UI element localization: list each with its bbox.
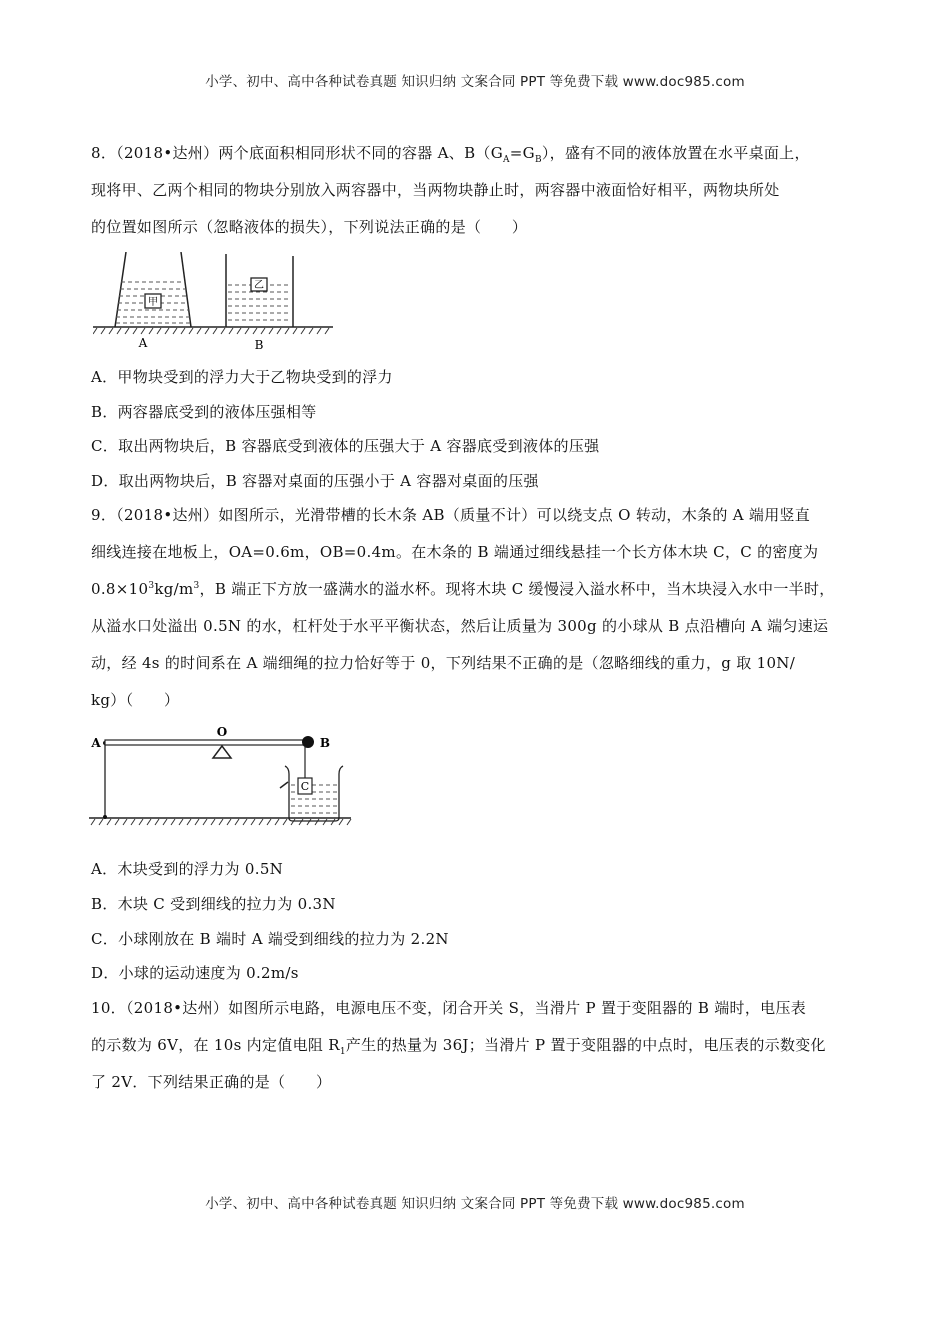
q9-stem-text: 0.8×10 (91, 580, 149, 598)
q9-stem-text: ，B 端正下方放一盛满水的溢水杯。现将木块 C 缓慢浸入溢水杯中，当木块浸入水中一半时， (199, 580, 835, 598)
q9-option-c: C．小球刚放在 B 端时 A 端受到细线的拉力为 2.2N (91, 930, 449, 948)
q8-option-b: B．两容器底受到的液体压强相等 (91, 403, 317, 421)
q9-lever-figure (89, 718, 359, 828)
subscript-a: A (502, 155, 510, 165)
subscript-1: 1 (339, 1047, 346, 1057)
q9-stem-line-2: 细线连接在地板上，OA=0.6m，OB=0.4m。在木条的 B 端通过细线悬挂一个长方体木块 C，C 的密度为 (91, 543, 819, 561)
q10-stem-text: 产生的热量为 36J；当滑片 P 置于变阻器的中点时，电压表的示数变化 (345, 1036, 826, 1054)
q8-option-c: C．取出两物块后，B 容器底受到液体的压强大于 A 容器底受到液体的压强 (91, 437, 600, 455)
q8-stem-text: ），盛有不同的液体放置在水平桌面上， (541, 144, 810, 162)
q8-stem-line-1 (91, 142, 810, 165)
container-a (115, 252, 191, 350)
q8-containers-figure (93, 252, 343, 352)
subscript-b: B (534, 155, 542, 165)
svg-text:B: B (319, 736, 331, 750)
q8-option-d: D．取出两物块后，B 容器对桌面的压强小于 A 容器对桌面的压强 (91, 472, 539, 490)
q9-option-b: B．木块 C 受到细线的拉力为 0.3N (91, 895, 336, 913)
q9-stem-line-1: 9．（2018•达州）如图所示，光滑带槽的长木条 AB（质量不计）可以绕支点 O 转动，木条的 A 端用竖直 (91, 506, 811, 524)
svg-text:乙: 乙 (254, 280, 264, 291)
q10-stem-line-3: 了 2V．下列结果正确的是（ ） (91, 1073, 332, 1091)
container-b (226, 254, 293, 352)
svg-text:A: A (138, 336, 148, 350)
superscript-3: 3 (193, 581, 200, 591)
q8-stem-line-2: 现将甲、乙两个相同的物块分别放入两容器中，当两物块静止时，两容器中液面恰好相平，两物块所处 (91, 181, 780, 199)
q9-option-a: A．木块受到的浮力为 0.5N (91, 860, 284, 878)
q9-stem-line-6: kg）（ ） (91, 691, 180, 709)
q9-stem-line-4: 从溢水口处溢出 0.5N 的水，杠杆处于水平平衡状态，然后让质量为 300g 的小球从 B 点沿槽向 A 端匀速运 (91, 617, 829, 635)
svg-text:甲: 甲 (148, 297, 158, 308)
q9-stem-line-5: 动，经 4s 的时间系在 A 端细绳的拉力恰好等于 0，下列结果不正确的是（忽略细线的重力，g 取 10N/ (91, 654, 796, 672)
q8-stem-line-3: 的位置如图所示（忽略液体的损失），下列说法正确的是（ ） (91, 218, 528, 236)
q9-stem-line-3 (91, 578, 835, 599)
q8-option-a: A．甲物块受到的浮力大于乙物块受到的浮力 (91, 368, 393, 386)
q10-stem-line-2 (91, 1034, 826, 1057)
q9-option-d: D．小球的运动速度为 0.2m/s (91, 964, 299, 982)
svg-text:O: O (216, 725, 228, 739)
page-header-banner: 小学、初中、高中各种试卷真题 知识归纳 文案合同 PPT 等免费下载 www.doc985.com (205, 74, 745, 90)
superscript-3: 3 (148, 581, 155, 591)
q8-stem-text: 8．（2018•达州）两个底面积相同形状不同的容器 A、B（G (91, 144, 503, 162)
q8-stem-text: =G (509, 144, 535, 162)
q9-stem-text: kg/m (154, 580, 194, 598)
svg-text:A: A (91, 736, 101, 750)
q10-stem-line-1: 10．（2018•达州）如图所示电路，电源电压不变，闭合开关 S，当滑片 P 置于变阻器的 B 端时，电压表 (91, 999, 807, 1017)
page-footer-banner: 小学、初中、高中各种试卷真题 知识归纳 文案合同 PPT 等免费下载 www.doc985.com (205, 1196, 745, 1212)
svg-text:C: C (300, 780, 310, 793)
q10-stem-text: 的示数为 6V，在 10s 内定值电阻 R (91, 1036, 340, 1054)
svg-text:B: B (254, 338, 264, 352)
